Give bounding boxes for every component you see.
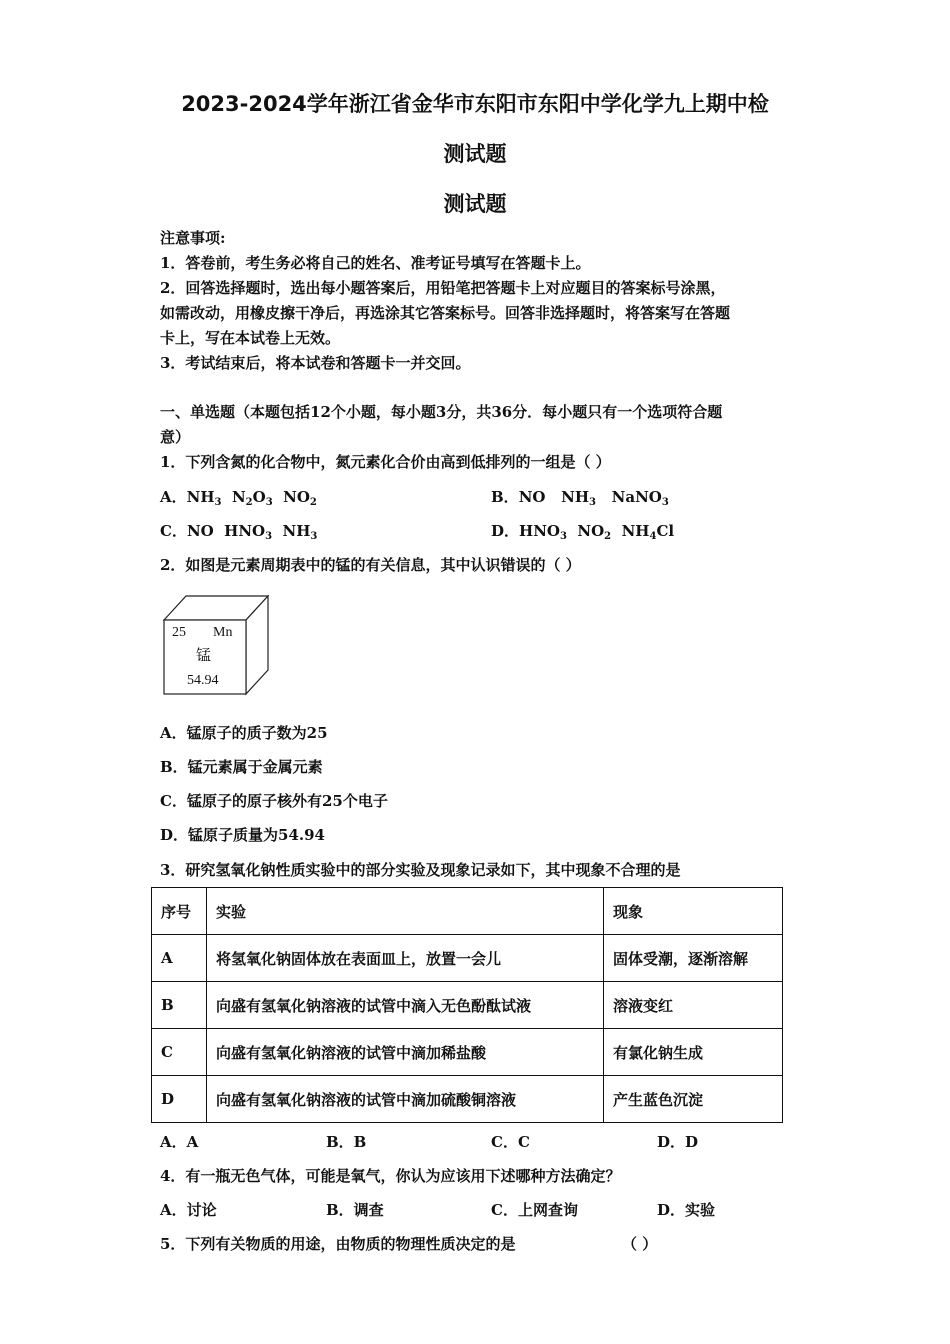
table-cell: B [152,982,207,1029]
q5-answer-paren: （ ） [622,1235,658,1253]
table-cell: C [152,1029,207,1076]
table-cell: 向盛有氢氧化钠溶液的试管中滴入无色酚酞试液 [207,982,604,1029]
q2-stem: 2．如图是元素周期表中的锰的有关信息，其中认识错误的（ ） [160,556,581,574]
table-row [152,982,783,1029]
notice-heading: 注意事项: [160,229,226,247]
q3-option-a: A．A [160,1133,199,1151]
q4-option-b: B．调查 [326,1201,384,1219]
table-cell: 溶液变红 [604,982,783,1029]
table-cell: 向盛有氢氧化钠溶液的试管中滴加稀盐酸 [207,1029,604,1076]
header-cell: 序号 [152,888,207,935]
manganese-element-box [158,594,272,698]
q4-option-a: A．讨论 [160,1201,217,1219]
element-name: 锰 [196,646,212,664]
table-cell: 固体受潮，逐渐溶解 [604,935,783,982]
table-row [152,1076,783,1123]
table-cell: 将氢氧化钠固体放在表面皿上，放置一会儿 [207,935,604,982]
notice-item-2-line3: 卡上，写在本试卷上无效。 [160,329,341,347]
table-cell: A [152,935,207,982]
element-symbol: Mn [213,625,233,640]
q1-option-a: A．$NH_3$ $N_2O_3$ $NO_2$ [160,488,317,508]
q4-option-c: C．上网查询 [491,1201,578,1219]
doc-title-line1: 2023-2024学年浙江省金华市东阳市东阳中学化学九上期中检 [181,92,769,116]
table-cell: 有氯化钠生成 [604,1029,783,1076]
element-number: 25 [172,625,186,640]
header-cell: 实验 [207,888,604,935]
q1-option-c: C．NO $HNO_3$ $NH_3$ [160,522,318,542]
doc-title-line2: 测试题 [443,142,507,166]
table-cell: D [152,1076,207,1123]
header-cell: 现象 [604,888,783,935]
notice-item-2-line1: 2．回答选择题时，选出每小题答案后，用铅笔把答题卡上对应题目的答案标号涂黑， [160,279,726,297]
notice-item-2-line2: 如需改动，用橡皮擦干净后，再选涂其它答案标号。回答非选择题时，将答案写在答题 [160,304,731,322]
q4-stem: 4．有一瓶无色气体，可能是氧气，你认为应该用下述哪种方法确定？ [160,1167,621,1185]
q4-option-d: D．实验 [657,1201,716,1219]
section-heading-line1: 一、单选题（本题包括12个小题，每小题3分，共36分．每小题只有一个选项符合题 [160,403,723,421]
table-cell: 产生蓝色沉淀 [604,1076,783,1123]
table-cell: 向盛有氢氧化钠溶液的试管中滴加硫酸铜溶液 [207,1076,604,1123]
q2-option-c: C．锰原子的原子核外有25个电子 [160,792,388,810]
section-heading-line2: 意） [160,428,191,446]
q2-option-b: B．锰元素属于金属元素 [160,758,323,776]
q1-option-b: B．NO $NH_3$ NaNO$_3$ [491,488,669,508]
table-header-row [152,888,783,935]
q1-stem: 1．下列含氮的化合物中，氮元素化合价由高到低排列的一组是（ ） [160,453,611,471]
q5-stem: 5．下列有关物质的用途，由物质的物理性质决定的是 [160,1235,516,1253]
notice-item-3: 3．考试结束后，将本试卷和答题卡一并交回。 [160,354,471,372]
q3-option-d: D．D [657,1133,699,1151]
q2-option-d: D．锰原子质量为54.94 [160,826,325,844]
table-row [152,1029,783,1076]
q3-experiment-table [151,887,783,1123]
q2-option-a: A．锰原子的质子数为25 [160,724,328,742]
doc-title-line3: 测试题 [443,192,507,216]
table-row [152,935,783,982]
element-mass: 54.94 [187,673,219,688]
q3-option-c: C．C [491,1133,530,1151]
q1-option-d: D．$HNO_3$ $NO_2$ $NH_4Cl$ [491,522,675,542]
notice-item-1: 1．答卷前，考生务必将自己的姓名、准考证号填写在答题卡上。 [160,254,591,272]
q3-stem: 3．研究氢氧化钠性质实验中的部分实验及现象记录如下，其中现象不合理的是 [160,861,681,879]
q3-option-b: B．B [326,1133,367,1151]
